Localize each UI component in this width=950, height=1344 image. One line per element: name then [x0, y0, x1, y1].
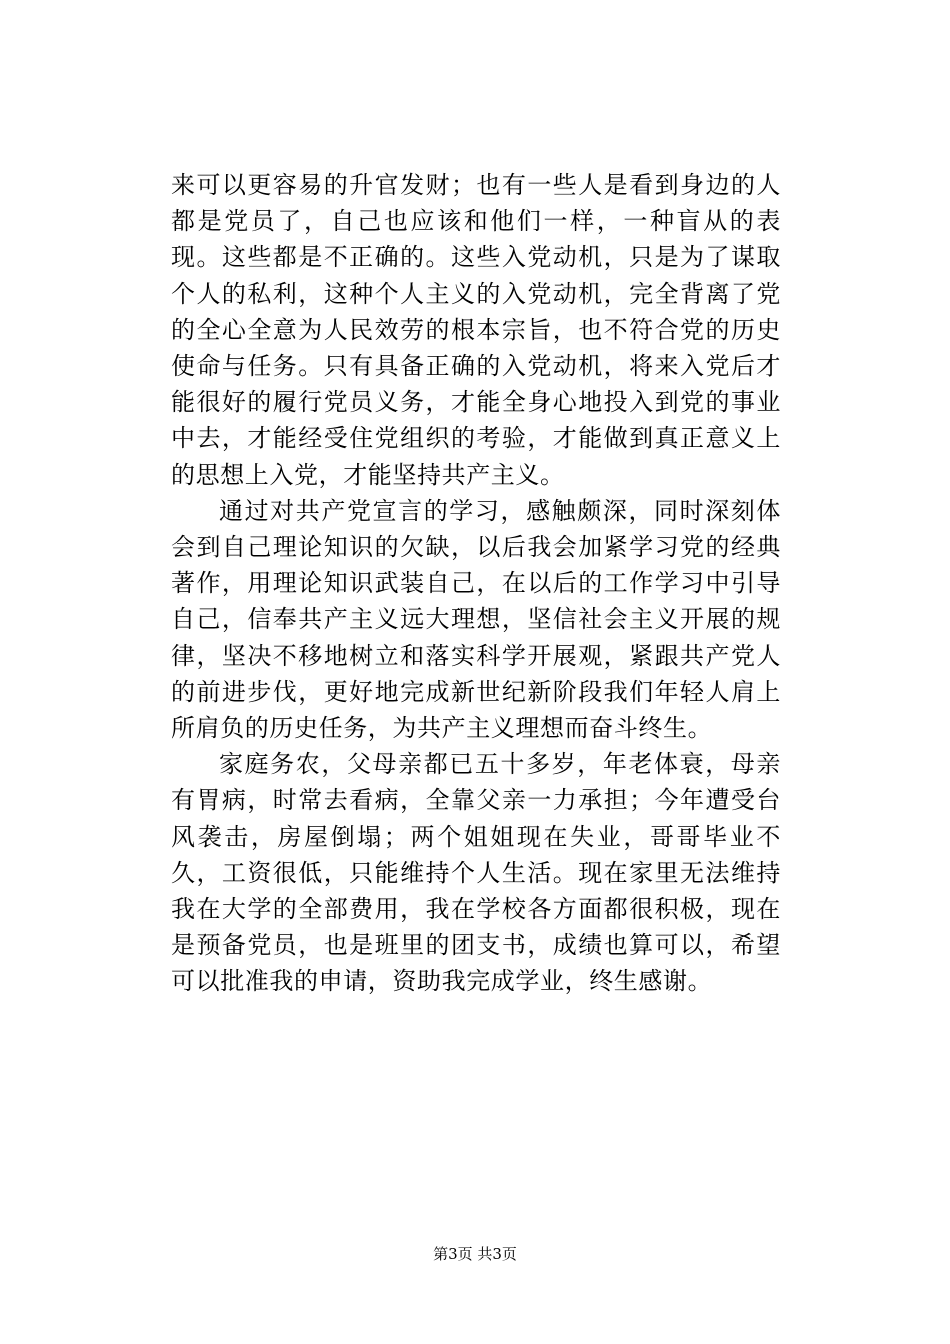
- page-footer: 第3页 共3页: [433, 1245, 517, 1263]
- paragraph-1: 来可以更容易的升官发财；也有一些人是看到身边的人都是党员了，自己也应该和他们一样，一种盲从的表现。这些都是不正确的。这些入党动机，只是为了谋取个人的私利，这种个人主义的入党动机，完全背离了党的全心全意为人民效劳的根本宗旨，也不符合党的历史使命与任务。只有具备正确的入党动机，将来入党后才能很好的履行党员义务，才能全身心地投入到党的事业中去，才能经受住党组织的考验，才能做到真正意义上的思想上入党，才能坚持共产主义。: [171, 171, 781, 489]
- document-body: [171, 167, 781, 1000]
- paragraph-2: 通过对共产党宣言的学习，感触颇深，同时深刻体会到自己理论知识的欠缺，以后我会加紧学习党的经典著作，用理论知识武装自己，在以后的工作学习中引导自己，信奉共产主义远大理想，坚信社会主义开展的规律，坚决不移地树立和落实科学开展观，紧跟共产党人的前进步伐，更好地完成新世纪新阶段我们年轻人肩上所肩负的历史任务，为共产主义理想而奋斗终生。: [171, 496, 781, 743]
- paragraph-3: 家庭务农，父母亲都已五十多岁，年老体衰，母亲有胃病，时常去看病，全靠父亲一力承担；今年遭受台风袭击，房屋倒塌；两个姐姐现在失业，哥哥毕业不久，工资很低，只能维持个人生活。现在家里无法维持我在大学的全部费用，我在学校各方面都很积极，现在是预备党员，也是班里的团支书，成绩也算可以，希望可以批准我的申请，资助我完成学业，终生感谢。: [171, 750, 781, 996]
